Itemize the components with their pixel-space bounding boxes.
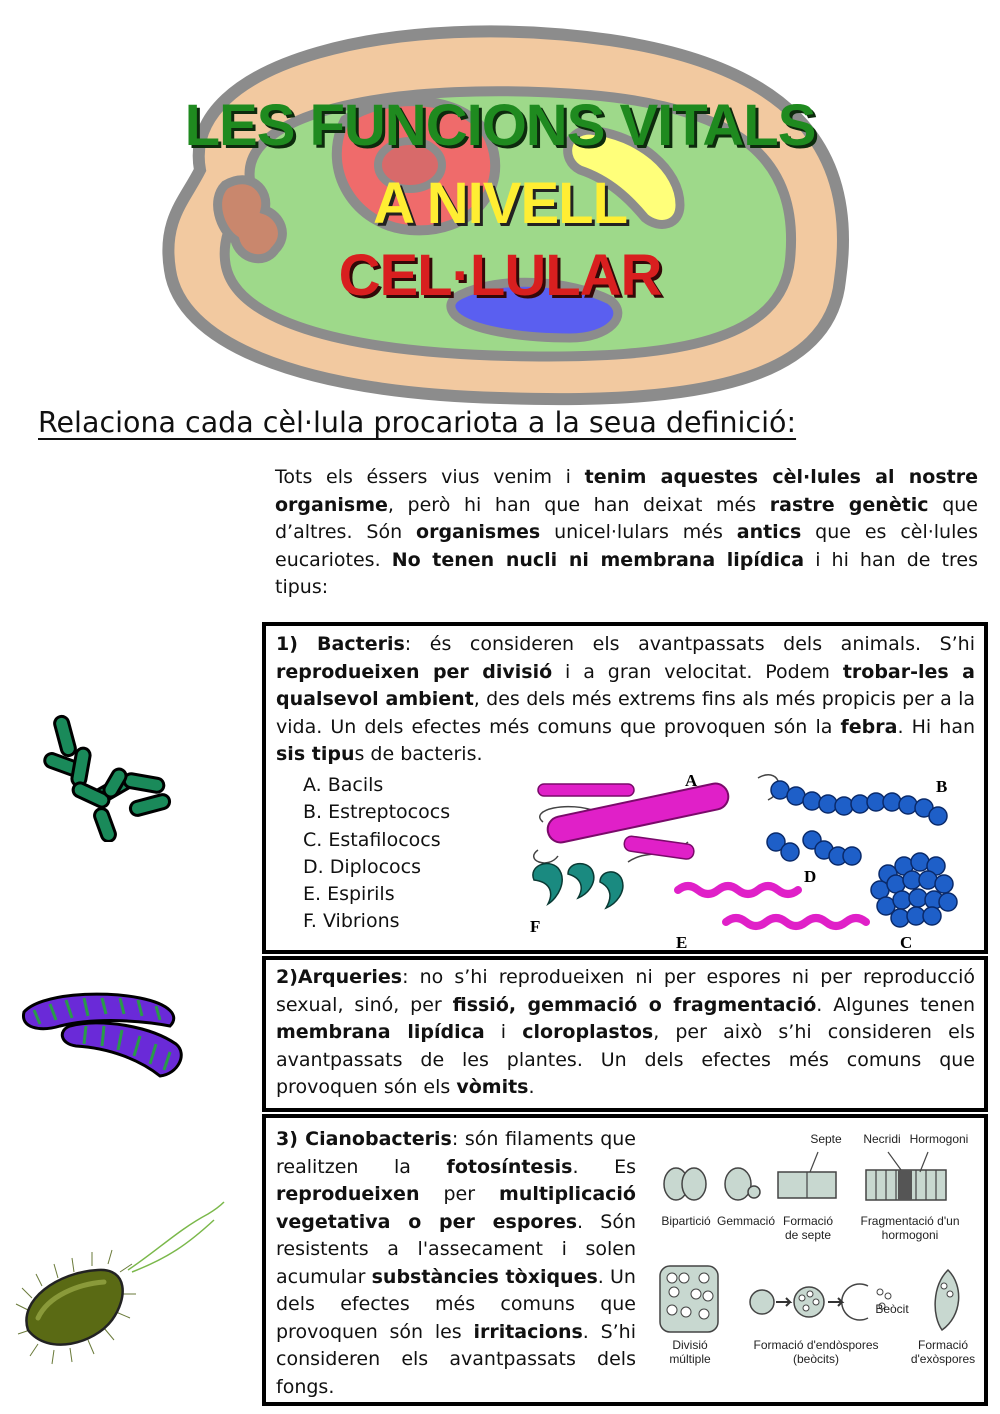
bacteria-type-item: E. Espirils	[303, 883, 395, 906]
instruction-heading: Relaciona cada cèl·lula procariota a la seua definició:	[38, 406, 797, 439]
label-beocit: Beòcit	[875, 1302, 909, 1316]
bacteria-type-item: F. Vibrions	[303, 910, 400, 933]
vibrios-drawing	[533, 864, 623, 908]
title-line-1: LES FUNCIONS VITALS	[184, 93, 816, 158]
bacteris-bold: reprodueixen per divisió	[276, 660, 553, 683]
cianobacteris-bold: substàncies tòxiques	[371, 1265, 598, 1288]
intro-text: que es cèl·lules eucariotes.	[275, 521, 978, 571]
cianobacteris-text: . S’hi consideren els avantpassats dels fongs.	[276, 1320, 636, 1398]
intro-text: i hi han de tres tipus:	[275, 548, 978, 598]
cianobacteris-bold: irritacions	[473, 1320, 583, 1343]
figure-letter-a: A	[685, 771, 698, 790]
bacteris-text: . Hi han	[897, 715, 976, 738]
cianobacteris-bold: reprodueixen	[276, 1183, 420, 1205]
bacteris-text: , des dels més extrems fins als més propicis per a la vida. Un dels efectes més comuns que provoquen són la	[276, 688, 976, 738]
figure-letter-c: C	[900, 933, 913, 950]
intro-bold: No tenen nucli ni membrana lipídica	[391, 548, 805, 571]
label-necridi: Necridi	[863, 1132, 901, 1146]
bacteris-box	[262, 622, 988, 954]
arqueries-text: , per això s’hi consideren els avantpassats de les plantes. Un dels efectes més comuns que provoquen són els	[276, 1021, 975, 1098]
cianobacteris-box	[262, 1114, 988, 1406]
intro-text: unicel·lulars més	[540, 521, 737, 543]
bacteris-text: i a gran velocitat. Podem	[552, 660, 843, 683]
arqueries-text: : no s’hi reprodueixen ni per espores ni per reproducció sexual, sinó, per	[276, 966, 975, 1016]
bacteria-type-item: C. Estafilococs	[303, 828, 441, 851]
intro-bold: organismes	[416, 521, 541, 543]
arqueries-bold: fissió, gemmació o fragmentació	[452, 993, 817, 1016]
arqueries-text: . Algunes tenen	[816, 993, 975, 1016]
cyanobacteria-reproduction-figure	[658, 1126, 978, 1406]
intro-bold: antics	[736, 521, 802, 543]
title-line-2: A NIVELL	[372, 171, 628, 236]
figure-letter-f: F	[530, 917, 541, 936]
bacilli-drawing	[534, 771, 779, 863]
archaea-image	[20, 990, 190, 1080]
bacteria-type-item: A. Bacils	[303, 774, 384, 796]
arqueries-text: .	[528, 1076, 535, 1098]
cianobacteris-text: . Un dels efectes més comuns que provoquen són les	[276, 1265, 636, 1343]
arqueries-bold: cloroplastos	[522, 1021, 654, 1043]
cianobacteris-heading: 3) Cianobacteris	[276, 1128, 452, 1150]
bacteris-text: s de bacteris.	[354, 743, 483, 765]
label-hormogoni: Hormogoni	[909, 1132, 969, 1146]
figure-letter-e: E	[676, 933, 688, 950]
label-formacio-septe: Formació de septe	[782, 1214, 833, 1242]
cianobacteris-bold: fotosíntesis	[446, 1155, 573, 1178]
bacteria-types-list	[303, 772, 450, 936]
bacteria-types-figure	[528, 770, 972, 950]
staphylococci-drawing	[871, 853, 957, 927]
intro-paragraph	[275, 464, 978, 602]
label-endospores: Formació d'endòspores (beòcits)	[753, 1338, 879, 1366]
cianobacteris-bold: multiplicació vegetativa o per espores	[276, 1183, 636, 1233]
diplococci-drawing	[767, 831, 861, 865]
intro-text: Tots els éssers vius venim i	[275, 466, 585, 488]
label-septe: Septe	[810, 1132, 842, 1146]
figure-letter-b: B	[936, 777, 948, 796]
flagellated-bacterium-image	[8, 1200, 228, 1370]
label-divisio-multiple: Divisió múltiple	[669, 1338, 711, 1366]
label-gemmacio: Gemmació	[716, 1214, 775, 1228]
streptococci-drawing	[771, 781, 947, 825]
arqueries-bold: membrana lipídica	[276, 1021, 485, 1043]
arqueries-heading: 2)Arqueries	[276, 966, 403, 988]
bacteris-text: : és consideren els avantpassats dels animals. S’hi	[404, 633, 975, 655]
intro-text: que d’altres. Són	[275, 493, 978, 543]
bacteris-heading: 1) Bacteris	[276, 633, 405, 655]
intro-bold: rastre genètic	[769, 493, 929, 516]
bacteris-paragraph	[276, 631, 975, 769]
arqueries-paragraph	[276, 964, 975, 1102]
bacteria-type-item: B. Estreptococs	[303, 801, 451, 824]
arqueries-text: i	[484, 1021, 523, 1043]
intro-text: , però hi han que han deixat més	[387, 493, 770, 516]
bacteris-bold: febra	[840, 715, 898, 738]
cianobacteris-text: per	[419, 1183, 500, 1205]
cianobacteris-paragraph	[276, 1126, 636, 1401]
bacteris-bold: sis tipu	[276, 743, 355, 765]
bacteris-bold: trobar-les a qualsevol ambient	[276, 660, 975, 710]
green-bacilli-cluster-image	[38, 712, 178, 842]
intro-bold: tenim aquestes cèl·lules al nostre organisme	[275, 466, 978, 516]
title-line-3: CEL·LULAR	[338, 243, 662, 308]
cianobacteris-text: . Es	[572, 1155, 636, 1178]
spirilla-drawing	[678, 886, 866, 926]
cianobacteris-text: : són filaments que realitzen la	[276, 1128, 636, 1178]
label-fragmentacio: Fragmentació d'un hormogoni	[860, 1214, 960, 1242]
label-biparticio: Bipartició	[661, 1214, 711, 1228]
bacteria-type-item: D. Diplococs	[303, 855, 421, 878]
cianobacteris-text: . Són resistents a l'assecament i solen acumular	[276, 1210, 636, 1288]
label-exospores: Formació d'exòspores	[910, 1338, 976, 1366]
figure-letter-d: D	[804, 867, 817, 886]
arqueries-bold: vòmits	[456, 1076, 529, 1098]
arqueries-box	[262, 956, 988, 1112]
